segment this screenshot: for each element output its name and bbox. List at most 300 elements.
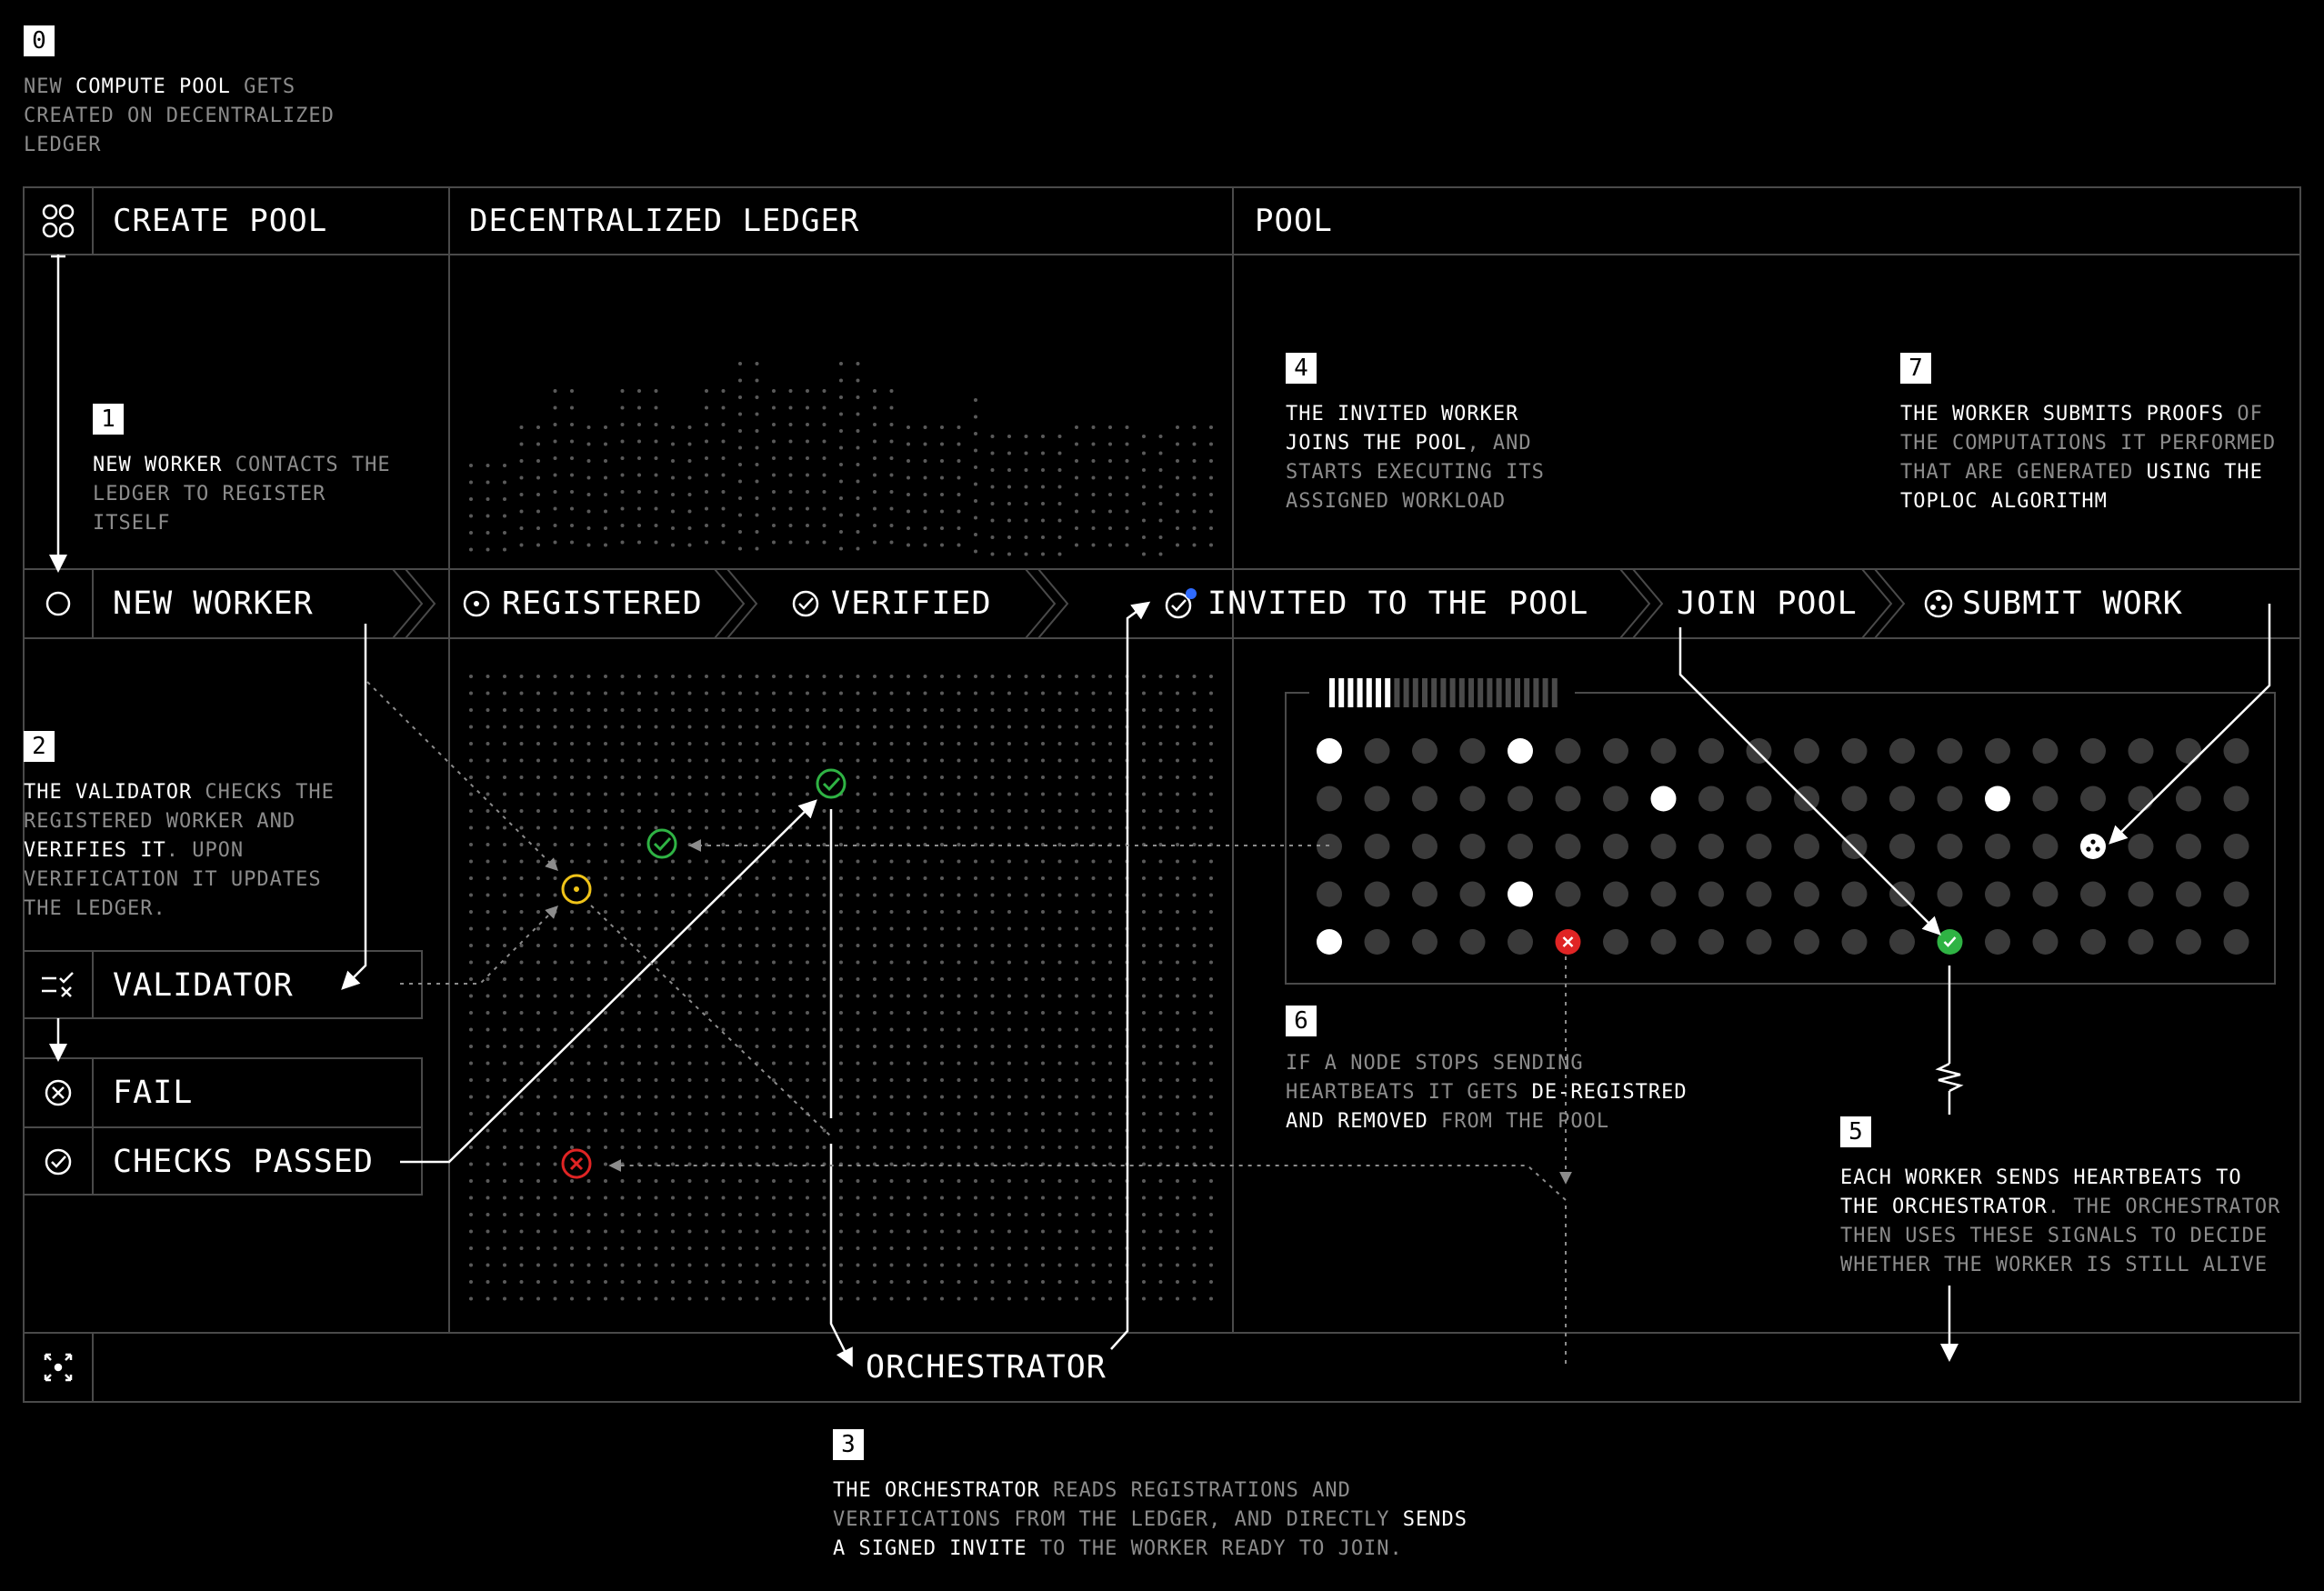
ledger-dot bbox=[705, 490, 708, 494]
ledger-dot bbox=[1193, 1196, 1197, 1200]
ledger-dot bbox=[469, 775, 473, 779]
ledger-dot bbox=[1092, 894, 1096, 897]
ledger-dot bbox=[705, 1045, 708, 1048]
ledger-dot bbox=[924, 1129, 927, 1133]
ledger-dot bbox=[907, 1179, 910, 1183]
ledger-dot bbox=[1142, 977, 1146, 981]
ledger-dot bbox=[991, 502, 995, 505]
ledger-dot bbox=[957, 1179, 961, 1183]
ledger-dot bbox=[738, 413, 742, 416]
ledger-dot bbox=[520, 826, 524, 830]
header-create-pool: CREATE POOL bbox=[113, 203, 328, 239]
ledger-dot bbox=[1193, 544, 1197, 547]
ledger-dot bbox=[722, 826, 726, 830]
ledger-dot bbox=[604, 459, 607, 463]
ledger-dot bbox=[974, 449, 977, 453]
ledger-dot bbox=[655, 1196, 658, 1200]
ledger-dot bbox=[1108, 544, 1112, 547]
ledger-dot bbox=[974, 692, 977, 695]
ledger-dot bbox=[1058, 519, 1062, 523]
ledger-dot bbox=[604, 1246, 607, 1250]
ledger-dot bbox=[705, 1146, 708, 1149]
ledger-dot bbox=[1058, 843, 1062, 846]
ledger-dot bbox=[1108, 526, 1112, 530]
ledger-dot bbox=[1058, 944, 1062, 947]
ledger-dot bbox=[789, 456, 793, 460]
ledger-dot bbox=[806, 389, 809, 393]
ledger-dot bbox=[1108, 1264, 1112, 1267]
ledger-dot bbox=[1142, 910, 1146, 914]
ledger-dot bbox=[789, 860, 793, 864]
ledger-dot bbox=[536, 544, 540, 547]
ledger-dot bbox=[890, 894, 894, 897]
ledger-dot bbox=[469, 1196, 473, 1200]
ledger-dot bbox=[587, 1196, 591, 1200]
ledger-dot bbox=[772, 507, 776, 511]
ledger-dot bbox=[957, 1045, 961, 1048]
ledger-dot bbox=[554, 1230, 557, 1234]
ledger-dot bbox=[1142, 692, 1146, 695]
ledger-dot bbox=[536, 995, 540, 998]
ledger-dot bbox=[772, 1280, 776, 1284]
ledger-dot bbox=[1007, 675, 1011, 678]
ledger-dot bbox=[520, 1230, 524, 1234]
ledger-dot bbox=[705, 406, 708, 410]
ledger-dot bbox=[856, 675, 860, 678]
pool-node bbox=[1747, 929, 1772, 955]
ledger-dot bbox=[772, 541, 776, 545]
ledger-dot bbox=[469, 1096, 473, 1099]
ledger-dot bbox=[940, 961, 944, 965]
ledger-dot bbox=[1058, 826, 1062, 830]
ledger-dot bbox=[756, 1146, 759, 1149]
ledger-dot bbox=[604, 526, 607, 530]
ledger-dot bbox=[587, 425, 591, 429]
ledger-dot bbox=[1007, 725, 1011, 729]
ledger-dot bbox=[1108, 995, 1112, 998]
ledger-dot bbox=[469, 692, 473, 695]
ledger-dot bbox=[1075, 1297, 1078, 1301]
ledger-dot bbox=[907, 708, 910, 712]
ledger-dot bbox=[469, 860, 473, 864]
ledger-dot bbox=[957, 1246, 961, 1250]
ledger-dot bbox=[637, 860, 641, 864]
ledger-dot bbox=[1209, 742, 1213, 745]
ledger-dot bbox=[1193, 1246, 1197, 1250]
ledger-dot bbox=[1193, 675, 1197, 678]
ledger-dot bbox=[738, 496, 742, 500]
ledger-dot bbox=[671, 1246, 675, 1250]
ledger-dot bbox=[1058, 793, 1062, 796]
ledger-dot bbox=[722, 524, 726, 527]
ledger-dot bbox=[637, 1179, 641, 1183]
note-text: NEW bbox=[24, 75, 75, 98]
ledger-dot bbox=[1159, 675, 1163, 678]
ledger-dot bbox=[924, 742, 927, 745]
ledger-dot bbox=[671, 675, 675, 678]
ledger-dot bbox=[789, 1163, 793, 1166]
ledger-dot bbox=[554, 1297, 557, 1301]
note-highlight: THE INVITED WORKER bbox=[1286, 403, 1519, 425]
validator-label: VALIDATOR bbox=[113, 967, 294, 1004]
ledger-dot bbox=[503, 548, 506, 552]
ledger-dot bbox=[1193, 876, 1197, 880]
ledger-dot bbox=[587, 1280, 591, 1284]
ledger-dot bbox=[637, 708, 641, 712]
ledger-dot bbox=[536, 725, 540, 729]
ledger-dot bbox=[907, 894, 910, 897]
ledger-dot bbox=[1058, 1146, 1062, 1149]
ledger-dot bbox=[873, 759, 877, 763]
ledger-dot bbox=[554, 759, 557, 763]
ledger-dot bbox=[856, 843, 860, 846]
ledger-dot bbox=[1209, 443, 1213, 446]
ledger-dot bbox=[839, 530, 843, 534]
arrow-passed-to-verified bbox=[400, 802, 815, 1162]
progress-segment bbox=[1497, 678, 1502, 707]
ledger-dot bbox=[1092, 1028, 1096, 1032]
ledger-dot bbox=[1108, 493, 1112, 496]
ledger-dot bbox=[823, 876, 826, 880]
ledger-dot bbox=[570, 1129, 574, 1133]
ledger-dot bbox=[637, 725, 641, 729]
ledger-dot bbox=[823, 423, 826, 426]
ledger-dot bbox=[738, 379, 742, 383]
ledger-dot bbox=[890, 1011, 894, 1015]
ledger-dot bbox=[823, 1129, 826, 1133]
ledger-dot bbox=[907, 725, 910, 729]
ledger-dot bbox=[1209, 775, 1213, 779]
ledger-dot bbox=[671, 526, 675, 530]
ledger-dot bbox=[1126, 526, 1129, 530]
ledger-dot bbox=[890, 675, 894, 678]
ledger-dot bbox=[637, 474, 641, 477]
ledger-dot bbox=[688, 443, 692, 446]
ledger-dot bbox=[604, 1179, 607, 1183]
ledger-dot bbox=[991, 894, 995, 897]
ledger-dot bbox=[671, 961, 675, 965]
ledger-dot bbox=[1041, 1078, 1045, 1082]
ledger-dot bbox=[1092, 995, 1096, 998]
ledger-dot bbox=[1176, 476, 1179, 480]
ledger-dot bbox=[940, 1196, 944, 1200]
ledger-dot bbox=[940, 894, 944, 897]
ledger-dot bbox=[890, 1096, 894, 1099]
ledger-dot bbox=[503, 1297, 506, 1301]
ledger-dot bbox=[738, 910, 742, 914]
ledger-dot bbox=[907, 1112, 910, 1116]
ledger-dot bbox=[671, 510, 675, 514]
ledger-dot bbox=[890, 692, 894, 695]
ledger-dot bbox=[823, 1096, 826, 1099]
ledger-dot bbox=[637, 1213, 641, 1216]
ledger-dot bbox=[469, 1213, 473, 1216]
note-text: . UPON bbox=[165, 839, 245, 862]
ledger-dot bbox=[503, 1028, 506, 1032]
ledger-dot bbox=[1193, 910, 1197, 914]
note-line bbox=[93, 451, 391, 480]
pool-node bbox=[2176, 882, 2201, 907]
ledger-dot bbox=[907, 1062, 910, 1066]
ledger-dot bbox=[957, 1264, 961, 1267]
ledger-dot bbox=[1159, 1096, 1163, 1099]
ledger-dot bbox=[924, 775, 927, 779]
ledger-dot bbox=[1209, 1146, 1213, 1149]
pool-node bbox=[1985, 786, 2010, 812]
pool-node bbox=[1412, 786, 1437, 812]
ledger-dot bbox=[1092, 526, 1096, 530]
note-highlight: JOINS THE POOL bbox=[1286, 432, 1468, 455]
ledger-dot bbox=[856, 708, 860, 712]
ledger-dot bbox=[806, 456, 809, 460]
note-text: GETS bbox=[230, 75, 296, 98]
ledger-dot bbox=[1041, 1196, 1045, 1200]
ledger-dot bbox=[924, 944, 927, 947]
ledger-dot bbox=[1108, 860, 1112, 864]
ledger-dot bbox=[570, 1264, 574, 1267]
orchestrator-icon bbox=[45, 1355, 71, 1380]
ledger-dot bbox=[570, 1062, 574, 1066]
ledger-dot bbox=[536, 876, 540, 880]
ledger-dot bbox=[705, 692, 708, 695]
ledger-dot bbox=[924, 1213, 927, 1216]
ledger-dot bbox=[1176, 1280, 1179, 1284]
ledger-dot bbox=[637, 977, 641, 981]
pool-node bbox=[1556, 738, 1581, 764]
ledger-dot bbox=[621, 1297, 625, 1301]
ledger-dot bbox=[823, 1280, 826, 1284]
ledger-dot bbox=[1142, 1011, 1146, 1015]
ledger-dot bbox=[604, 1062, 607, 1066]
ledger-dot bbox=[570, 961, 574, 965]
ledger-dot bbox=[738, 1264, 742, 1267]
pool-node bbox=[2129, 786, 2154, 812]
ledger-dot bbox=[604, 708, 607, 712]
ledger-dot bbox=[1176, 1078, 1179, 1082]
ledger-dot bbox=[873, 1078, 877, 1082]
ledger-dot bbox=[722, 995, 726, 998]
validator-icon bbox=[42, 973, 73, 996]
ledger-dot bbox=[503, 1129, 506, 1133]
ledger-dot bbox=[637, 894, 641, 897]
ledger-dot bbox=[839, 1246, 843, 1250]
ledger-dot bbox=[1007, 535, 1011, 539]
ledger-dot bbox=[587, 995, 591, 998]
ledger-dot bbox=[1193, 793, 1197, 796]
ledger-dot bbox=[839, 876, 843, 880]
ledger-dot bbox=[890, 541, 894, 545]
ledger-dot bbox=[806, 759, 809, 763]
ledger-dot bbox=[671, 860, 675, 864]
arrow-to-orchestrator bbox=[831, 1144, 851, 1364]
ledger-dot bbox=[1108, 977, 1112, 981]
ledger-dot bbox=[486, 1163, 490, 1166]
ledger-dot bbox=[671, 1096, 675, 1099]
ledger-dot bbox=[1092, 1045, 1096, 1048]
ledger-dot bbox=[772, 1146, 776, 1149]
ledger-dot bbox=[789, 440, 793, 444]
ledger-dot bbox=[587, 1146, 591, 1149]
ledger-dot bbox=[1092, 544, 1096, 547]
heartbeat-squiggle bbox=[1938, 1064, 1960, 1091]
ledger-dot bbox=[940, 1011, 944, 1015]
ledger-dot bbox=[839, 379, 843, 383]
ledger-dot bbox=[789, 389, 793, 393]
ledger-dot bbox=[1092, 1230, 1096, 1234]
ledger-dot bbox=[469, 1062, 473, 1066]
ledger-dot bbox=[873, 1112, 877, 1116]
ledger-dot bbox=[957, 1129, 961, 1133]
ledger-dot bbox=[1209, 1129, 1213, 1133]
ledger-dot bbox=[1075, 742, 1078, 745]
ledger-dot bbox=[1007, 1112, 1011, 1116]
pool-node bbox=[1889, 834, 1915, 859]
ledger-dot bbox=[974, 1297, 977, 1301]
ledger-dot bbox=[688, 843, 692, 846]
ledger-dot bbox=[469, 1297, 473, 1301]
ledger-dot bbox=[520, 894, 524, 897]
ledger-dot bbox=[1007, 519, 1011, 523]
ledger-dot bbox=[957, 1028, 961, 1032]
ledger-dot bbox=[772, 927, 776, 931]
ledger-dot bbox=[1058, 1196, 1062, 1200]
ledger-dot bbox=[604, 425, 607, 429]
ledger-dot bbox=[1058, 1297, 1062, 1301]
ledger-dot bbox=[1058, 1129, 1062, 1133]
ledger-dot bbox=[587, 1045, 591, 1048]
ledger-dot bbox=[1058, 1062, 1062, 1066]
ledger-dot bbox=[637, 507, 641, 511]
ledger-dot bbox=[722, 725, 726, 729]
ledger-dot bbox=[974, 533, 977, 536]
ledger-dot bbox=[974, 1146, 977, 1149]
ledger-dot bbox=[1092, 977, 1096, 981]
ledger-dot bbox=[1058, 1280, 1062, 1284]
fail-icon bbox=[46, 1081, 70, 1105]
ledger-dot bbox=[587, 1179, 591, 1183]
ledger-dot bbox=[1058, 725, 1062, 729]
ledger-dot bbox=[1176, 1246, 1179, 1250]
ledger-dot bbox=[940, 759, 944, 763]
ledger-dot bbox=[772, 675, 776, 678]
ledger-dot bbox=[469, 944, 473, 947]
ledger-dot bbox=[688, 977, 692, 981]
ledger-dot bbox=[924, 725, 927, 729]
ledger-dot bbox=[924, 1264, 927, 1267]
ledger-dot bbox=[1025, 809, 1028, 813]
ledger-dot bbox=[469, 1230, 473, 1234]
ledger-dot bbox=[637, 910, 641, 914]
ledger-dot bbox=[486, 497, 490, 501]
ledger-dot bbox=[1041, 1297, 1045, 1301]
ledger-dot bbox=[856, 1045, 860, 1048]
ledger-dot bbox=[1159, 1246, 1163, 1250]
ledger-dot bbox=[873, 725, 877, 729]
ledger-dot bbox=[839, 977, 843, 981]
ledger-dot bbox=[789, 1196, 793, 1200]
ledger-dot bbox=[856, 1112, 860, 1116]
note-line bbox=[1900, 400, 2276, 429]
ledger-dot bbox=[536, 1078, 540, 1082]
ledger-dot bbox=[738, 1146, 742, 1149]
ledger-dot bbox=[1025, 1011, 1028, 1015]
ledger-dot bbox=[806, 876, 809, 880]
ledger-dot bbox=[907, 793, 910, 796]
ledger-dot bbox=[503, 481, 506, 485]
note-line bbox=[1840, 1193, 2280, 1222]
ledger-dot bbox=[1041, 876, 1045, 880]
progress-segment bbox=[1385, 678, 1390, 707]
ledger-dot bbox=[671, 927, 675, 931]
ledger-dot bbox=[940, 1264, 944, 1267]
ledger-dot bbox=[1025, 725, 1028, 729]
ledger-dot bbox=[839, 463, 843, 466]
ledger-dot bbox=[554, 944, 557, 947]
ledger-dot bbox=[1092, 1011, 1096, 1015]
ledger-dot bbox=[587, 544, 591, 547]
ledger-dot bbox=[1041, 1230, 1045, 1234]
ledger-dot bbox=[1159, 742, 1163, 745]
ledger-dot bbox=[1176, 493, 1179, 496]
ledger-dot bbox=[688, 1230, 692, 1234]
ledger-dot bbox=[1159, 708, 1163, 712]
ledger-dot bbox=[705, 423, 708, 426]
ledger-dot bbox=[604, 443, 607, 446]
ledger-dot bbox=[957, 742, 961, 745]
ledger-dot bbox=[604, 793, 607, 796]
ledger-dot bbox=[823, 440, 826, 444]
ledger-dot bbox=[940, 1213, 944, 1216]
pool-node bbox=[1412, 834, 1437, 859]
progress-segment bbox=[1431, 678, 1437, 707]
ledger-dot bbox=[974, 675, 977, 678]
ledger-dot bbox=[604, 1045, 607, 1048]
ledger-dot bbox=[722, 1213, 726, 1216]
ledger-dot bbox=[1142, 995, 1146, 998]
ledger-dot bbox=[957, 826, 961, 830]
ledger-dot bbox=[856, 826, 860, 830]
ledger-dot bbox=[520, 977, 524, 981]
ledger-dot bbox=[991, 775, 995, 779]
ledger-dot bbox=[1193, 1078, 1197, 1082]
ledger-dot bbox=[772, 809, 776, 813]
ledger-dot bbox=[1075, 1179, 1078, 1183]
ledger-dot bbox=[789, 1045, 793, 1048]
ledger-dot bbox=[974, 1280, 977, 1284]
ledger-dot bbox=[1041, 452, 1045, 455]
ledger-dot bbox=[503, 1196, 506, 1200]
ledger-dot bbox=[570, 507, 574, 511]
ledger-dot bbox=[1108, 1112, 1112, 1116]
ledger-dot bbox=[738, 944, 742, 947]
ledger-dot bbox=[856, 1213, 860, 1216]
ledger-dot bbox=[621, 1096, 625, 1099]
step-3-badge: 3 bbox=[833, 1429, 864, 1460]
ledger-dot bbox=[705, 944, 708, 947]
ledger-dot bbox=[1142, 1213, 1146, 1216]
ledger-dot bbox=[604, 692, 607, 695]
progress-segment bbox=[1515, 678, 1520, 707]
ledger-dot bbox=[1193, 1230, 1197, 1234]
ledger-dot bbox=[486, 1264, 490, 1267]
ledger-dot bbox=[671, 826, 675, 830]
ledger-dot bbox=[1075, 1213, 1078, 1216]
ledger-dot bbox=[974, 1062, 977, 1066]
ledger-dot bbox=[688, 1078, 692, 1082]
ledger-dot bbox=[1075, 759, 1078, 763]
ledger-dot bbox=[1142, 927, 1146, 931]
ledger-dot bbox=[469, 1028, 473, 1032]
